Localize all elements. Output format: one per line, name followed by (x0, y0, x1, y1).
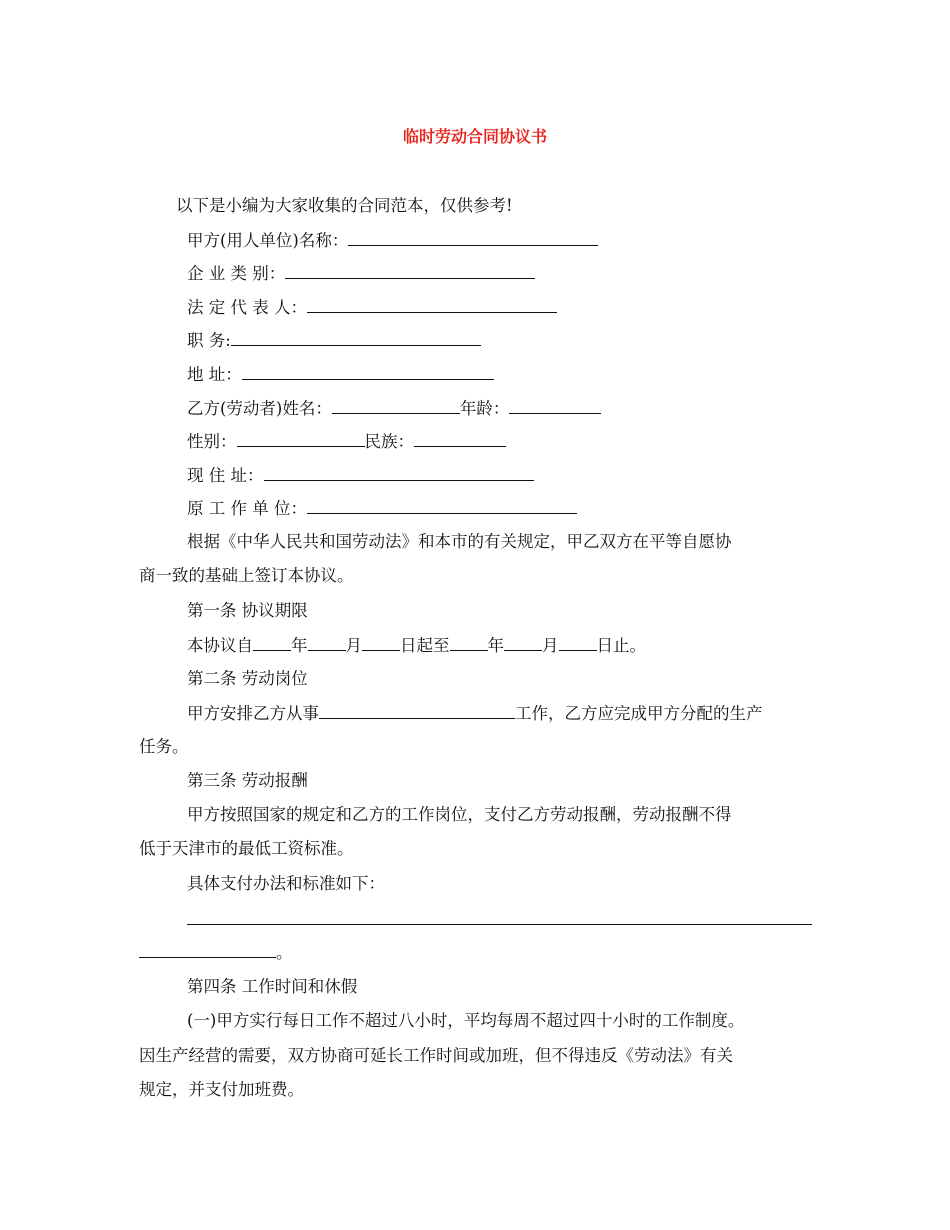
position-row (187, 329, 481, 352)
article-4-line-3: 规定，并支付加班费。 (139, 1080, 304, 1099)
current-address-blank[interactable] (264, 464, 534, 481)
job-blank[interactable] (319, 702, 515, 719)
start-day-label: 日起至 (400, 636, 450, 655)
start-month-blank[interactable] (308, 634, 346, 651)
term-prefix: 本协议自 (187, 636, 253, 655)
article-3-line-3: 具体支付办法和标准如下： (187, 874, 385, 893)
gender-row (187, 430, 506, 453)
job-prefix: 甲方安排乙方从事 (187, 704, 319, 723)
basis-paragraph-line-2: 商一致的基础上签订本协议。 (139, 566, 354, 585)
party-b-name-label: 乙方(劳动者)姓名： (187, 399, 332, 418)
end-year-label: 年 (487, 636, 504, 655)
enterprise-type-blank[interactable] (285, 262, 535, 279)
end-day-label: 日止。 (596, 636, 646, 655)
document-title: 临时劳动合同协议书 (402, 127, 547, 146)
address-row (187, 363, 494, 386)
payment-method-row-2 (139, 941, 293, 964)
enterprise-type-row (187, 262, 535, 285)
start-year-blank[interactable] (253, 634, 291, 651)
article-3-title: 第三条 劳动报酬 (187, 771, 308, 790)
article-4-line-2: 因生产经营的需要，双方协商可延长工作时间或加班，但不得违反《劳动法》有关 (139, 1046, 733, 1065)
end-year-blank[interactable] (450, 634, 488, 651)
article-3-line-2: 低于天津市的最低工资标准。 (139, 839, 354, 858)
current-address-row (187, 464, 534, 487)
basis-paragraph-line-1: 根据《中华人民共和国劳动法》和本市的有关规定，甲乙双方在平等自愿协 (187, 532, 732, 551)
start-year-label: 年 (291, 636, 308, 655)
address-label: 地 址： (187, 365, 242, 384)
ethnicity-blank[interactable] (414, 430, 506, 447)
payment-method-blank-2[interactable] (139, 941, 276, 958)
former-employer-blank[interactable] (307, 497, 577, 514)
start-day-blank[interactable] (362, 634, 400, 651)
legal-rep-label: 法 定 代 表 人： (187, 298, 307, 317)
payment-method-blank-1[interactable] (187, 909, 812, 925)
party-a-name-row (187, 229, 598, 252)
age-blank[interactable] (509, 397, 601, 414)
article-2-title: 第二条 劳动岗位 (187, 669, 308, 688)
article-2-line-2: 任务。 (139, 737, 189, 756)
end-month-blank[interactable] (504, 634, 542, 651)
article-2-line-1 (187, 702, 763, 725)
party-a-name-blank[interactable] (348, 229, 598, 246)
end-month-label: 月 (542, 636, 559, 655)
ethnicity-label: 民族： (364, 432, 414, 451)
current-address-label: 现 住 址： (187, 466, 264, 485)
intro-text: 以下是小编为大家收集的合同范本，仅供参考! (176, 196, 513, 215)
article-3-line-1: 甲方按照国家的规定和乙方的工作岗位，支付乙方劳动报酬，劳动报酬不得 (187, 805, 732, 824)
former-employer-row (187, 497, 577, 520)
gender-blank[interactable] (237, 430, 365, 447)
article-4-title: 第四条 工作时间和休假 (187, 977, 358, 996)
article-4-line-1: (一)甲方实行每日工作不超过八小时，平均每周不超过四十小时的工作制度。 (187, 1011, 745, 1030)
end-day-blank[interactable] (559, 634, 597, 651)
party-b-name-blank[interactable] (332, 397, 460, 414)
payment-method-end: 。 (276, 943, 293, 962)
party-a-name-label: 甲方(用人单位)名称： (187, 231, 349, 250)
position-blank[interactable] (231, 329, 481, 346)
legal-rep-blank[interactable] (307, 296, 557, 313)
job-suffix: 工作，乙方应完成甲方分配的生产 (515, 704, 763, 723)
position-label: 职 务: (187, 331, 231, 350)
address-blank[interactable] (242, 363, 494, 380)
former-employer-label: 原 工 作 单 位： (187, 499, 307, 518)
article-1-term-row (187, 634, 646, 657)
age-label: 年龄： (459, 399, 510, 418)
article-1-title: 第一条 协议期限 (187, 601, 308, 620)
legal-rep-row (187, 296, 557, 319)
party-b-row (187, 397, 601, 420)
enterprise-type-label: 企 业 类 别： (187, 264, 286, 283)
start-month-label: 月 (345, 636, 362, 655)
gender-label: 性别： (187, 432, 237, 451)
